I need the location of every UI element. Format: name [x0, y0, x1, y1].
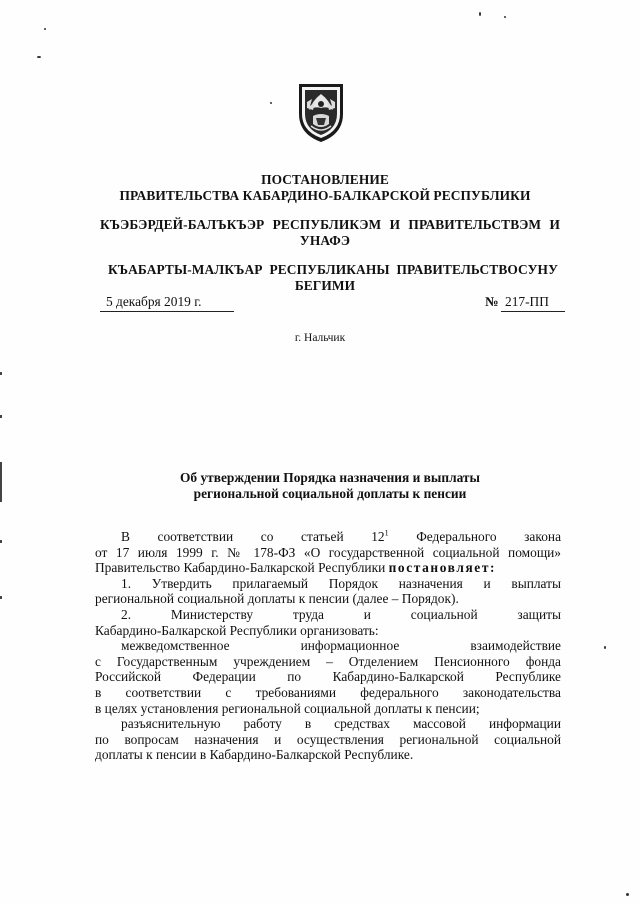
scan-edge-mark: [0, 415, 2, 418]
decree-title-cont: региональной социальной доплаты к пенсии: [193, 486, 467, 501]
paragraph-1-line-2: от 17 июля 1999 г. № 178-ФЗ «О государственной социальной помощи»: [95, 544, 561, 560]
decree-body: [95, 529, 561, 763]
paragraph-4-line-3: Российской Федерации по Кабардино-Балкарской Республике: [95, 669, 561, 685]
scan-speck: [626, 893, 629, 896]
coat-of-arms-emblem: [295, 80, 347, 144]
paragraph-4-line-5: в целях установления региональной социальной доплаты к пенсии;: [95, 700, 480, 716]
scan-speck: [44, 28, 46, 30]
paragraph-1-line-3: Правительство Кабардино-Балкарской Республики постановляет:: [95, 560, 497, 576]
scan-edge-mark: [0, 540, 2, 543]
issuer-heading: ПРАВИТЕЛЬСТВА КАБАРДИНО-БАЛКАРСКОЙ РЕСПУБЛИКИ: [119, 188, 531, 203]
scan-speck: [604, 646, 606, 649]
balkar-heading-cont: БЕГИМИ: [294, 278, 356, 293]
doc-type-heading: ПОСТАНОВЛЕНИЕ: [261, 172, 389, 187]
paragraph-1-line-1: В соответствии со статьей $12^1$ Федерального закона: [121, 528, 562, 544]
paragraph-5-line-3: доплаты к пенсии в Кабардино-Балкарской Республике.: [95, 747, 414, 763]
paragraph-4-line-4: в соответствии с требованиями федерального законодательства: [95, 684, 561, 700]
paragraph-5-line-2: по вопросам назначения и осуществления региональной социальной: [95, 731, 561, 747]
scan-speck: [504, 16, 506, 18]
scan-edge-mark: [0, 596, 2, 599]
scan-edge-mark: [0, 372, 2, 375]
scan-speck: [37, 56, 41, 58]
scan-edge-mark: [0, 462, 2, 502]
decree-number: 217-ПП: [501, 294, 565, 312]
paragraph-3-line-1: 2. Министерству труда и социальной защиты: [121, 606, 561, 622]
paragraph-2-line-2: региональной социальной доплаты к пенсии (далее – Порядок).: [95, 591, 459, 607]
kabardian-heading: КЪЭБЭРДЕЙ-БАЛЪКЪЭР РЕСПУБЛИКЭМ И ПРАВИТЕЛЬСТВЭМ И: [100, 217, 560, 232]
decree-title: Об утверждении Порядка назначения и выплаты: [180, 470, 480, 485]
scan-speck: [479, 12, 481, 16]
kabardian-heading-cont: УНАФЭ: [299, 233, 351, 248]
decree-verb: постановляет:: [388, 560, 497, 576]
paragraph-3-line-2: Кабардино-Балкарской Республики организовать:: [95, 622, 379, 638]
number-sign: №: [485, 294, 499, 309]
decree-date: 5 декабря 2019 г.: [100, 294, 234, 312]
paragraph-2-line-1: 1. Утвердить прилагаемый Порядок назначения и выплаты: [121, 575, 561, 591]
paragraph-4-line-1: межведомственное информационное взаимодействие: [121, 638, 561, 654]
scan-speck: [270, 102, 272, 104]
paragraph-4-line-2: с Государственным учреждением – Отделением Пенсионного фонда: [95, 653, 561, 669]
balkar-heading: КЪАБАРТЫ-МАЛКЪАР РЕСПУБЛИКАНЫ ПРАВИТЕЛЬСТВОСУНУ: [108, 262, 558, 277]
city-name: г. Нальчик: [294, 332, 346, 344]
paragraph-5-line-1: разъяснительную работу в средствах массовой информации: [121, 716, 561, 732]
